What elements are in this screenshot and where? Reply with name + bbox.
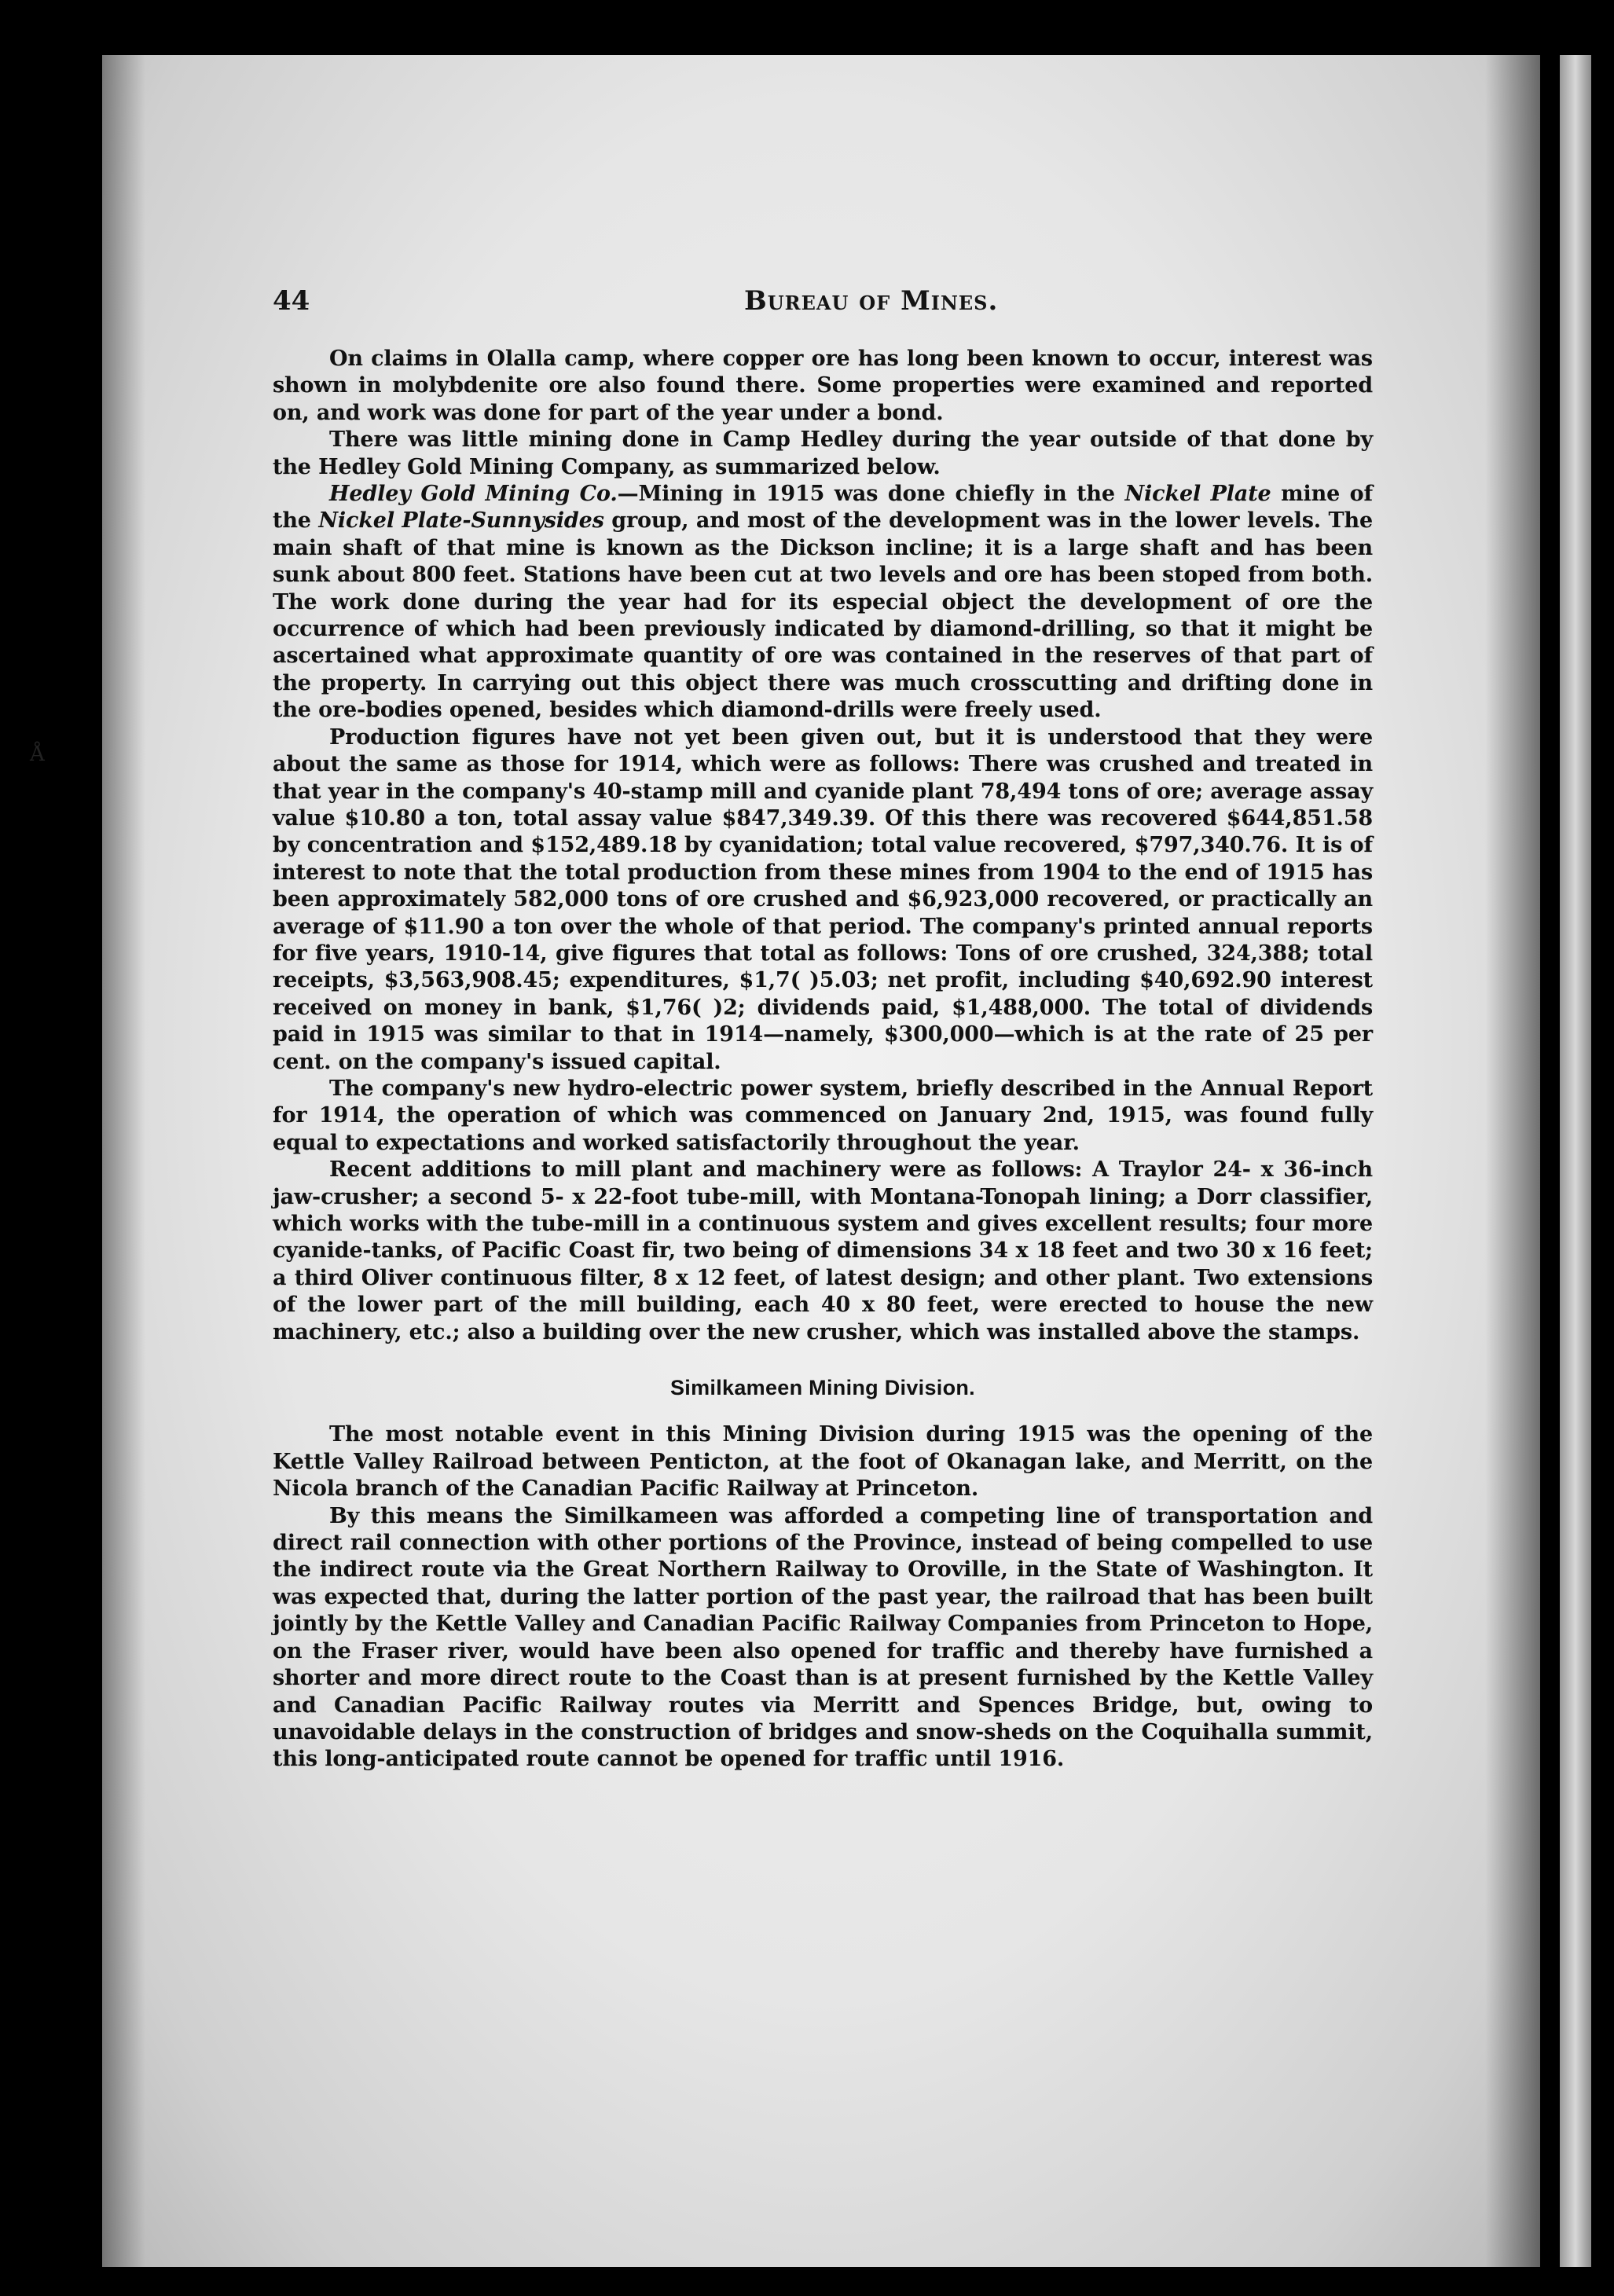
page-header-title: Bureau of Mines. bbox=[744, 285, 999, 317]
body-text bbox=[273, 346, 1373, 1773]
paragraph-text-segment: group, and most of the development was in the lower levels. The main shaft of that mine is known as the Dickson incline; it is a large shaft and has been sunk about 800 feet. Stations have been cut at two levels and ore has been stoped from both. The work done during the year had for its especial object the development of ore the occurrence of which had been previously indicated by diamond-drilling, so that it might be ascertained what approximate quantity of ore was contained in the reserves of that part of the property. In carrying out this object there was much crosscutting and drifting done in the ore-bodies opened, besides which diamond-drills were freely used. bbox=[273, 508, 1373, 723]
paragraph-camp-hedley: There was little mining done in Camp Hedley during the year outside of that done by the Hedley Gold Mining Company, as summarized below. bbox=[273, 427, 1373, 479]
margin-mark: Å bbox=[30, 743, 45, 766]
paragraph-text-segment: mine of the bbox=[273, 482, 1373, 534]
paragraph-hedley-gold-mining bbox=[273, 481, 1373, 724]
group-name: Nickel Plate-Sunnysides bbox=[318, 508, 604, 534]
company-name: Hedley Gold Mining Co. bbox=[329, 482, 618, 507]
page-number: 44 bbox=[273, 285, 310, 317]
paragraph-hydro-electric: The company's new hydro-electric power system, briefly described in the Annual Report for 1914, the operation of which was commenced on January 2nd, 1915, was found fully equal to expectations and worked satisfactorily throughout the year. bbox=[273, 1076, 1373, 1155]
paragraph-olalla: On claims in Olalla camp, where copper ore has long been known to occur, interest was shown in molybdenite ore also found there. Some properties were examined and reported on, and work was done for part of the year under a bond. bbox=[273, 347, 1373, 425]
running-head bbox=[273, 285, 1373, 317]
paragraph-text-segment: —Mining in 1915 was done chiefly in the bbox=[617, 482, 1125, 507]
section-heading: Similkameen Mining Division. bbox=[670, 1376, 975, 1400]
paragraph-transportation: By this means the Similkameen was afforded a competing line of transportation and direct rail connection with other portions of the Province, instead of being compelled to use the indirect route via the Great Northern Railway to Oroville, in the State of Washington. It was expected that, during the latter portion of the past year, the railroad that has been built jointly by the Kettle Valley and Canadian Pacific Railway Companies from Princeton to Hope, on the Fraser river, would have been also opened for traffic and thereby have furnished a shorter and more direct route to the Coast than is at present furnished by the Kettle Valley and Canadian Pacific Railway routes via Merritt and Spences Bridge, but, owing to unavoidable delays in the construction of bridges and snow-sheds on the Coquihalla summit, this long-anticipated route cannot be opened for traffic until 1916. bbox=[273, 1503, 1373, 1772]
mine-name: Nickel Plate bbox=[1124, 482, 1271, 507]
paragraph-mill-additions: Recent additions to mill plant and machinery were as follows: A Traylor 24- x 36-inch jaw-crusher; a second 5- x 22-foot tube-mill, with Montana-Tonopah lining; a Dorr classifier, which works with the tube-mill in a continuous system and gives excellent results; four more cyanide-tanks, of Pacific Coast fir, two being of dimensions 34 x 18 feet and two 30 x 16 feet; a third Oliver continuous filter, 8 x 12 feet, of latest design; and other plant. Two extensions of the lower part of the mill building, each 40 x 80 feet, were erected to house the new machinery, etc.; also a building over the new crusher, which was installed above the stamps. bbox=[273, 1157, 1373, 1344]
adjacent-page-edge bbox=[1560, 55, 1591, 2267]
paragraph-production-figures: Production figures have not yet been given out, but it is understood that they were about the same as those for 1914, which were as follows: There was crushed and treated in that year in the company's 40-stamp mill and cyanide plant 78,494 tons of ore; average assay value $10.80 a ton, total assay value $847,349.39. Of this there was recovered $644,851.58 by concentration and $152,489.18 by cyanidation; total value recovered, $797,340.76. It is of interest to note that the total production from these mines from 1904 to the end of 1915 has been approximately 582,000 tons of ore crushed and $6,923,000 recovered, or practically an average of $11.90 a ton over the whole of that period. The company's printed annual reports for five years, 1910-14, give figures that total as follows: Tons of ore crushed, 324,388; total receipts, $3,563,908.45; expenditures, $1,7( )5.03; net profit, including $40,692.90 interest received on money in bank, $1,76( )2; dividends paid, $1,488,000. The total of dividends paid in 1915 was similar to that in 1914—namely, $300,000—which is at the rate of 25 per cent. on the company's issued capital. bbox=[273, 724, 1373, 1074]
paragraph-kettle-valley: The most notable event in this Mining Division during 1915 was the opening of the Kettle Valley Railroad between Penticton, at the foot of Okanagan lake, and Merritt, on the Nicola branch of the Canadian Pacific Railway at Princeton. bbox=[273, 1422, 1373, 1502]
